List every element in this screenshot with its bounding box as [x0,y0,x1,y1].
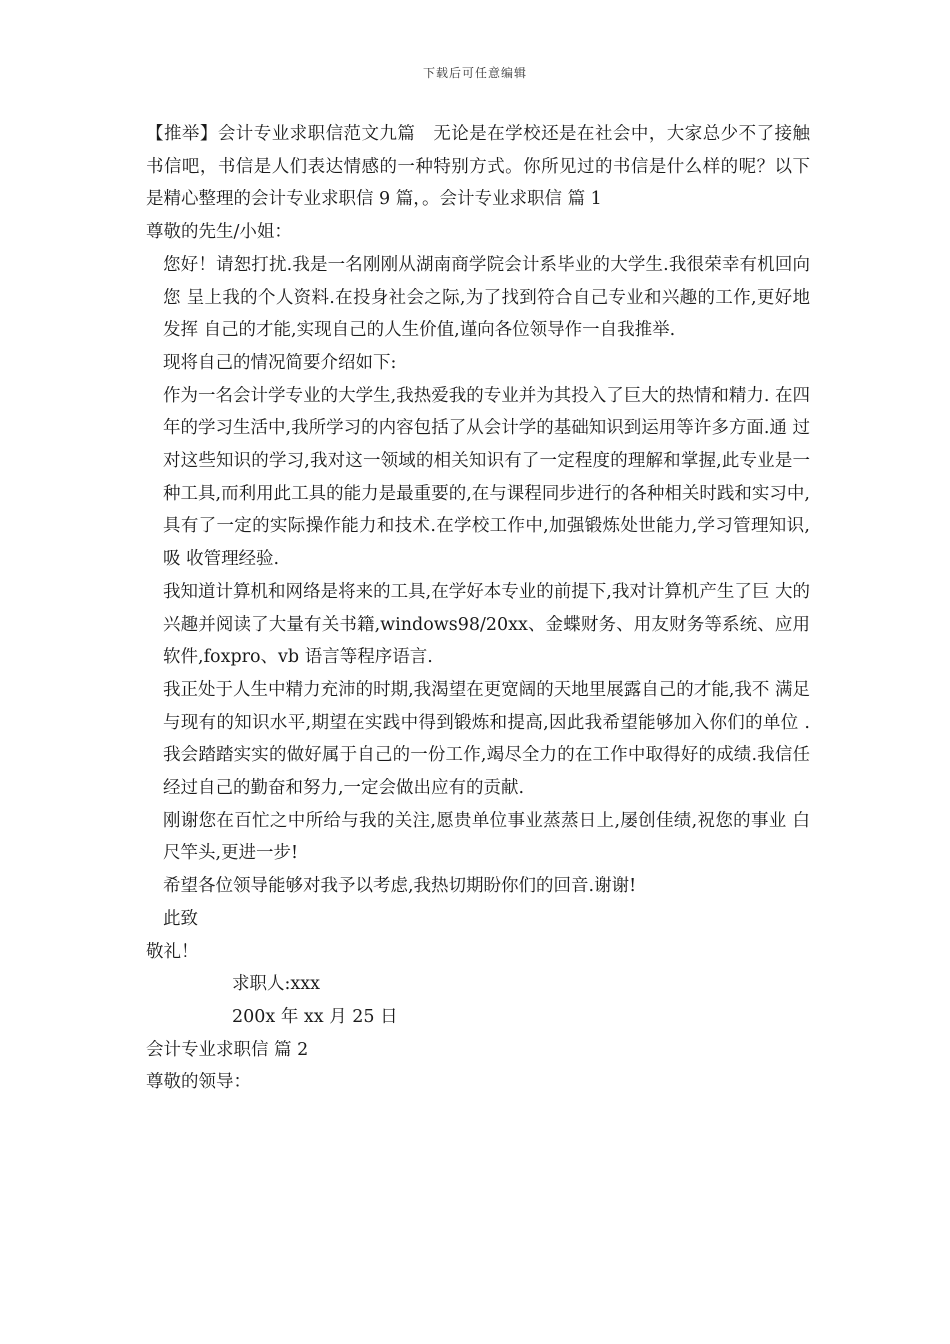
letter1-paragraph-2: 现将自己的情况简要介绍如下: [163,352,397,373]
intro-paragraph: 【推举】会计专业求职信范文九篇 无论是在学校还是在社会中，大家总少不了接触书信吧，书信是人们表达情感的一种特别方式。你所见过的书信是什么样的呢？以下是精心整理的会计专业求职信 9 篇，。会计专业求职信 篇 1 [146,124,810,210]
letter1-paragraph-7: 希望各位领导能够对我予以考虑,我热切期盼你们的回音.谢谢! [163,876,637,897]
letter1-paragraph-4: 我知道计算机和网络是将来的工具,在学好本专业的前提下,我对计算机产生了巨 大的兴趣并阅读了大量有关书籍,windows98/20xx、金蝶财务、用友财务等系统、应用 软件,foxpro、vb 语言等程序语言. [163,581,810,668]
letter1-date: 200x 年 xx 月 25 日 [232,1006,398,1027]
letter2-heading: 会计专业求职信 篇 2 [146,1039,309,1060]
letter1-paragraph-6: 刚谢您在百忙之中所给与我的关注,愿贵单位事业蒸蒸日上,屡创佳绩,祝您的事业 白尺竿头,更进一步! [163,810,810,864]
letter1-paragraph-5: 我正处于人生中精力充沛的时期,我渴望在更宽阔的天地里展露自己的才能,我不 满足与现有的知识水平,期望在实践中得到锻炼和提高,因此我希望能够加入你们的单位 .我会踏踏实实的做好属于自己的一份工作,竭尽全力的在工作中取得好的成绩.我信任 经过自己的勤奋和努力,一定会做出应有的贡献. [163,679,810,799]
letter1-salutation: 尊敬的先生/小姐： [146,222,292,243]
letter1-closing: 此致 [163,908,198,929]
header-note: 下载后可任意编辑 [422,66,527,80]
letter2-salutation: 尊敬的领导： [146,1072,251,1093]
letter1-paragraph-3: 作为一名会计学专业的大学生,我热爱我的专业并为其投入了巨大的热情和精力. 在四年的学习生活中,我所学习的内容包括了从会计学的基础知识到运用等许多方面.通 过对这些知识的学习,我对这一领域的相关知识有了一定程度的理解和掌握,此专业是一 种工具,而利用此工具的能力是最重要的,在与课程同步进行的各种相关时践和实习中, 具有了一定的实际操作能力和技术.在学校工作中,加强锻炼处世能力,学习管理知识,吸 收管理经验. [163,385,810,570]
letter1-paragraph-1: 您好！请恕打扰.我是一名刚刚从湖南商学院会计系毕业的大学生.我很荣幸有机回向您 呈上我的个人资料.在投身社会之际,为了找到符合自己专业和兴趣的工作,更好地发挥 自己的才能,实现自己的人生价值,谨向各位领导作一自我推举. [163,254,810,341]
letter1-regards: 敬礼！ [146,941,199,962]
letter1-signer: 求职人:xxx [232,974,321,995]
document-body [146,118,810,1099]
